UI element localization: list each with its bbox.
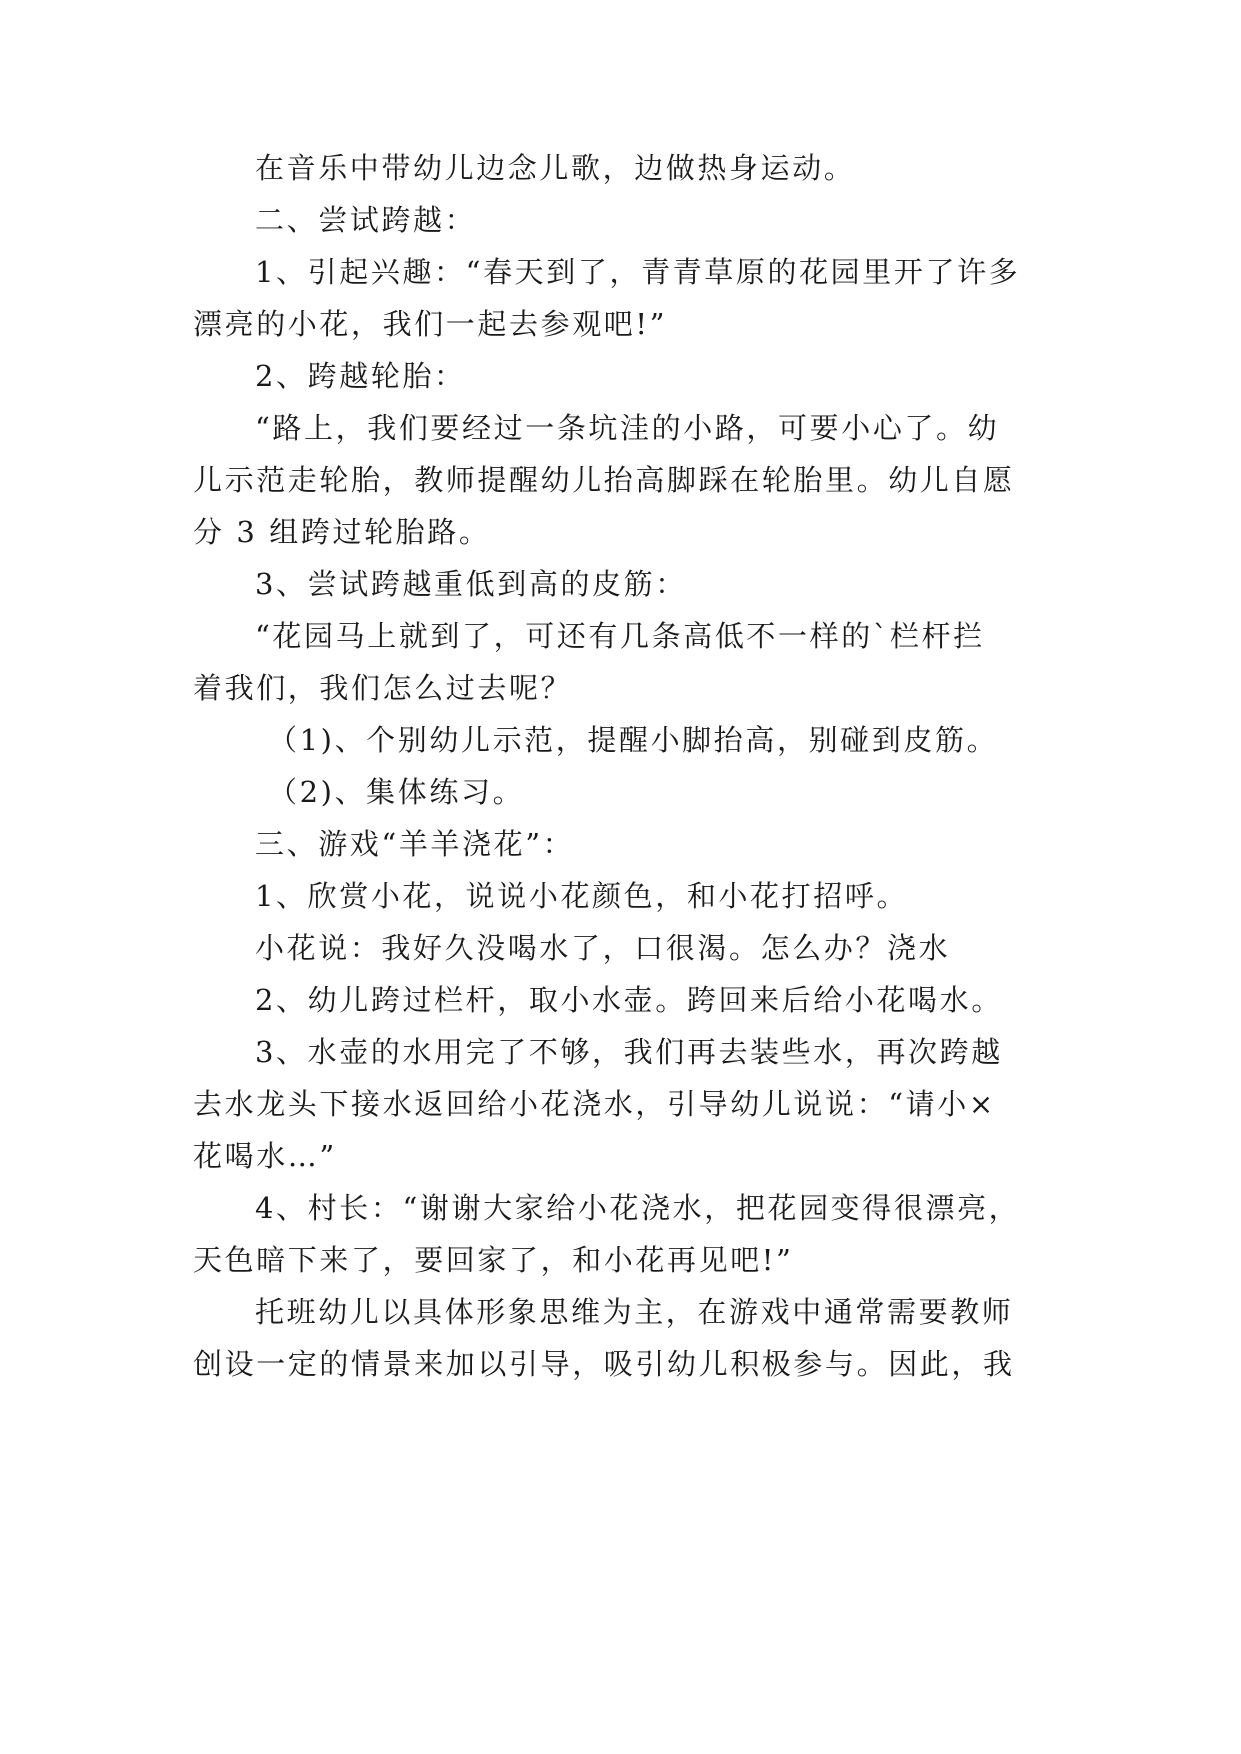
paragraph-line-1: 在音乐中带幼儿边念儿歌，边做热身运动。 (255, 151, 856, 185)
subheading-line-5: 2、跨越轮胎： (255, 359, 466, 393)
paragraph-line-24: 创设一定的情景来加以引导，吸引幼儿积极参与。因此，我 (193, 1347, 1015, 1381)
paragraph-line-11: 着我们，我们怎么过去呢？ (193, 671, 573, 705)
paragraph-line-18: 3、水壶的水用完了不够，我们再去装些水，再次跨越 (255, 1035, 1003, 1069)
paragraph-line-16: 小花说：我好久没喝水了，口很渴。怎么办？浇水 (255, 931, 951, 965)
paragraph-line-22: 天色暗下来了，要回家了，和小花再见吧!” (193, 1243, 794, 1277)
paragraph-line-6: “路上，我们要经过一条坑洼的小路，可要小心了。幼 (255, 411, 1000, 445)
list-item-line-12: （1)、个别幼儿示范，提醒小脚抬高，别碰到皮筋。 (268, 723, 999, 757)
section-heading-2: 二、尝试跨越： (255, 203, 477, 237)
paragraph-line-21: 4、村长：“谢谢大家给小花浇水，把花园变得很漂亮， (255, 1191, 1021, 1225)
paragraph-line-10: “花园马上就到了，可还有几条高低不一样的`栏杆拦 (255, 619, 985, 653)
paragraph-line-4: 漂亮的小花，我们一起去参观吧!” (193, 307, 668, 341)
paragraph-line-3: 1、引起兴趣：“春天到了，青青草原的花园里开了许多 (255, 255, 1021, 289)
paragraph-line-23: 托班幼儿以具体形象思维为主，在游戏中通常需要教师 (255, 1295, 1014, 1329)
paragraph-line-8: 分 3 组跨过轮胎路。 (193, 515, 491, 549)
paragraph-line-20: 花喝水…” (193, 1139, 337, 1173)
paragraph-line-7: 儿示范走轮胎，教师提醒幼儿抬高脚踩在轮胎里。幼儿自愿 (193, 463, 1015, 497)
paragraph-line-15: 1、欣赏小花，说说小花颜色，和小花打招呼。 (255, 879, 909, 913)
paragraph-line-17: 2、幼儿跨过栏杆，取小水壶。跨回来后给小花喝水。 (255, 983, 1003, 1017)
section-heading-14: 三、游戏“羊羊浇花”： (255, 827, 575, 861)
list-item-line-13: （2)、集体练习。 (268, 775, 525, 809)
subheading-line-9: 3、尝试跨越重低到高的皮筋： (255, 567, 687, 601)
paragraph-line-19: 去水龙头下接水返回给小花浇水，引导幼儿说说：“请小× (193, 1087, 996, 1121)
